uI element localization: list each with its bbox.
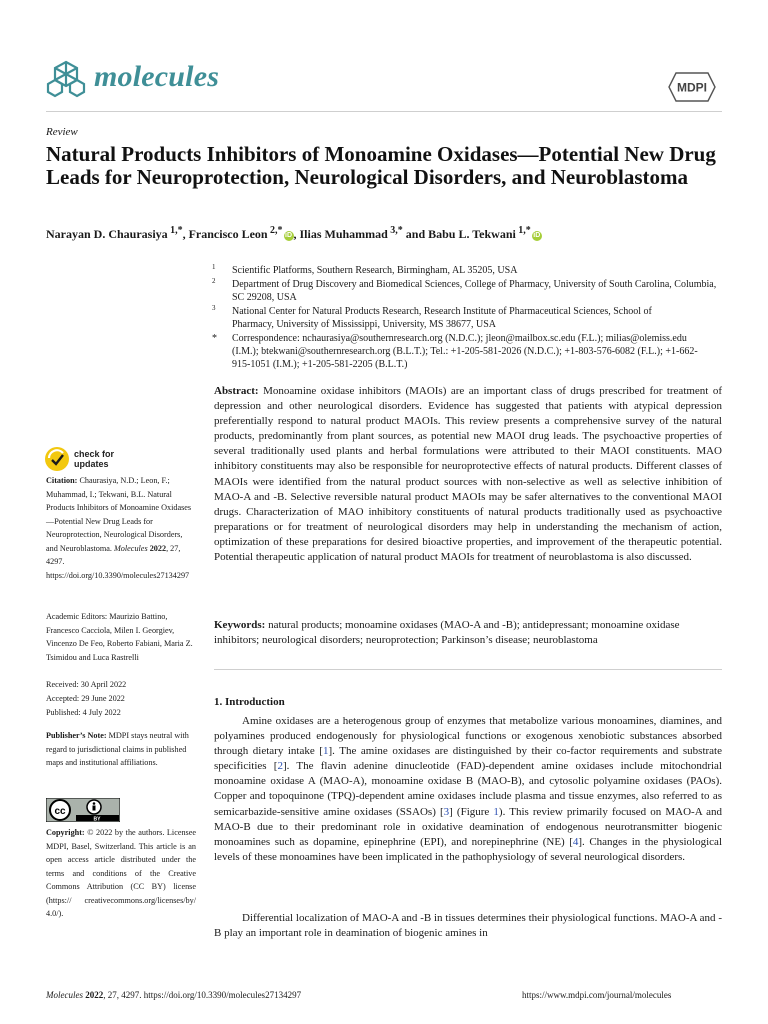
date-accepted: Accepted: 29 June 2022 bbox=[46, 694, 125, 703]
author-separator: , bbox=[182, 227, 189, 241]
affiliation-text: Department of Drug Discovery and Biomedical Sciences, College of Pharmacy, University of South Carolina, Columbia, SC 29208, USA bbox=[232, 279, 717, 303]
keywords bbox=[214, 618, 722, 648]
keywords-label: Keywords: bbox=[214, 619, 266, 631]
cc-by-label: BY bbox=[93, 816, 101, 822]
orcid-icon[interactable]: iD bbox=[285, 232, 292, 239]
section-heading: 1. Introduction bbox=[214, 696, 285, 708]
date-received: Received: 30 April 2022 bbox=[46, 680, 127, 689]
citation-text: Chaurasiya, N.D.; Leon, F.; Muhammad, I.; Tekwani, B.L. Natural Products Inhibitors of Monoamine Oxidases—Potential New Drug Leads for Neuroprotection, Neurological Disorders, and Neuroblastoma. bbox=[46, 476, 192, 553]
affiliation-text: Scientific Platforms, Southern Research, Birmingham, AL 35205, USA bbox=[232, 265, 518, 276]
check-for-updates-button[interactable] bbox=[44, 446, 134, 474]
mdpi-logo bbox=[668, 72, 716, 102]
author-affil-mark: 3,* bbox=[390, 225, 403, 236]
molecules-logo-icon bbox=[46, 58, 86, 98]
cc-by-license-badge[interactable] bbox=[46, 798, 120, 822]
footer-year: 2022 bbox=[85, 990, 104, 1000]
copyright-notice bbox=[46, 826, 196, 921]
editors-text: Maurizio Battino, Francesco Cacciola, Milen I. Georgiev, Vincenzo De Feo, Roberto Fabiani, Maria Z. Tsimidou and Luca Rastrelli bbox=[46, 612, 193, 662]
journal-name: molecules bbox=[94, 60, 220, 93]
author-affil-mark: 1,* bbox=[518, 225, 531, 236]
citation-link[interactable]: 1 bbox=[322, 745, 329, 758]
affiliation-mark: * bbox=[212, 333, 217, 344]
check-updates-icon bbox=[44, 446, 70, 472]
author-name: Ilias Muhammad bbox=[299, 227, 388, 241]
check-updates-line2: updates bbox=[74, 459, 109, 469]
intro-paragraph-1 bbox=[214, 714, 722, 865]
author-separator: , bbox=[293, 227, 300, 241]
citation-link[interactable]: 3 bbox=[443, 805, 450, 818]
citation-year: 2022 bbox=[149, 543, 167, 553]
paragraph-text: Amine oxidases are a heterogenous group of enzymes that metabolize various monoamines, diamines, and polyamines produced endogenously for physiological functions or exogenous xenobiotic substances absorbed through dietary intake [ bbox=[214, 715, 722, 758]
citation-doi[interactable]: , 27, 4297. https://doi.org/10.3390/molecules27134297 bbox=[46, 543, 190, 580]
abstract-label: Abstract: bbox=[214, 385, 259, 397]
figure-link[interactable]: 1 bbox=[493, 805, 499, 818]
author-name: Francisco Leon bbox=[188, 227, 268, 241]
article-type: Review bbox=[46, 126, 78, 138]
paragraph-text: ). This review primarily focused on MAO-A and MAO-B due to their predominant role in oxidative deamination of endogenous neurotransmitter biogenic monoamines such as dopamine, epinephrine (EPI), and norepinephrine (NE) [ bbox=[214, 805, 723, 848]
date-published: Published: 4 July 2022 bbox=[46, 708, 121, 717]
mdpi-logo-text: MDPI bbox=[677, 80, 707, 95]
svg-text:cc: cc bbox=[54, 806, 66, 817]
abstract bbox=[214, 384, 722, 565]
author-affil-mark: 1,* bbox=[170, 225, 183, 236]
paragraph-text: ]. The amine oxidases are distinguished by their co-factor requirements and substrate specificities [ bbox=[214, 745, 722, 773]
citation-link[interactable]: 4 bbox=[572, 835, 579, 848]
citation-journal: Molecules bbox=[113, 543, 148, 553]
citation-label: Citation: bbox=[46, 476, 78, 485]
intro-paragraph-2: Differential localization of MAO-A and -B in tissues determines their physiological functions. MAO-A and -B play an important role in deamination of biogenic amines in bbox=[214, 912, 722, 940]
author-affil-mark: 2,* bbox=[270, 225, 283, 236]
author-separator: and bbox=[402, 227, 429, 241]
affiliation-text: National Center for Natural Products Research, Research Institute of Pharmaceutical Sciences, School of Pharmacy, University of Mississippi, University, MS 38677, USA bbox=[232, 306, 652, 330]
author-name: Babu L. Tekwani bbox=[428, 227, 516, 241]
paragraph-text: ]. The flavin adenine dinucleotide (FAD)-dependent amine oxidases include mitochondrial monoamine oxidase A (MAO-A), monoamine oxidase B (MAO-B), and cytosolic polyamine oxidases (PAOs). Copper and topoquinone (TPQ)-dependent amine oxidases include plasma and tissue enzymes, also referred to as semicarbazide-sensitive amine oxidases (SSAOs) [ bbox=[214, 760, 722, 818]
affiliation-mark: 2 bbox=[212, 277, 216, 285]
footer-doi[interactable]: , 27, 4297. https://doi.org/10.3390/molecules27134297 bbox=[103, 990, 302, 1000]
citation-block bbox=[46, 474, 196, 582]
copyright-text: © 2022 by the authors. Licensee MDPI, Basel, Switzerland. This article is an open access article distributed under the terms and conditions of the Creative Commons Attribution (CC BY) license (https:// creativecommons.org/licenses/by/ 4.0/). bbox=[46, 828, 197, 918]
paragraph-text: ] (Figure bbox=[449, 805, 494, 818]
academic-editors bbox=[46, 610, 196, 664]
keywords-divider bbox=[214, 669, 722, 670]
orcid-icon[interactable]: iD bbox=[533, 232, 541, 239]
affiliation-mark: 3 bbox=[212, 304, 216, 312]
footer-journal-url[interactable]: https://www.mdpi.com/journal/molecules bbox=[522, 990, 672, 1000]
correspondence-text: Correspondence: nchaurasiya@southernresearch.org (N.D.C.); jleon@mailbox.sc.edu (F.L.); milias@olemiss.edu (I.M.); btekwani@southernresearch.org (B.L.T.); Tel.: +1-205-581-2026 (N.D.C.); +1-803-576-6082 (F.L.); +1-662-915-1051 (I.M.); +1-205-581-2205 (B.L.T.) bbox=[232, 333, 698, 370]
footer-journal: Molecules bbox=[46, 990, 83, 1000]
editors-label: Academic Editors: bbox=[46, 612, 108, 621]
copyright-label: Copyright: bbox=[46, 828, 85, 837]
keywords-text: natural products; monoamine oxidases (MAO-A and -B); antidepressant; monoamine oxidase inhibitors; neurological disorders; neuroprotection; Parkinson’s disease; neuroblastoma bbox=[214, 619, 680, 647]
author-list bbox=[46, 223, 736, 242]
header-divider bbox=[46, 111, 722, 112]
publisher-note-label: Publisher’s Note: bbox=[46, 731, 107, 740]
affiliation-mark: 1 bbox=[212, 263, 216, 271]
footer-citation bbox=[46, 990, 301, 1000]
check-updates-line1: check for bbox=[74, 449, 115, 459]
citation-link[interactable]: 2 bbox=[277, 760, 283, 773]
paragraph-text: ]. Changes in the physiological levels of these monoamines have been implicated in the pathophysiology of several neurological disorders. bbox=[214, 835, 722, 863]
publisher-note bbox=[46, 729, 196, 770]
author-name: Narayan D. Chaurasiya bbox=[46, 227, 168, 241]
publisher-note-text: MDPI stays neutral with regard to jurisdictional claims in published maps and institutional affiliations. bbox=[46, 731, 189, 767]
check-updates-label bbox=[74, 449, 114, 469]
abstract-text: Monoamine oxidase inhibitors (MAOIs) are an important class of drugs prescribed for treatment of depression and other neurological disorders. Evidence has suggested that patients with atypical depression preferentially respond to natural product MAOIs. This review presents a comprehensive survey of the natural products, predominantly from plant sources, as potential new MAOI drug leads. The psychoactive properties of several traditionally used plants and herbal formulations were attributed to their MAOI constituents. MAO inhibitory constituents may also be responsible for neuroprotective effects of natural products. Different classes of MAOIs were identified from the natural product sources with non-selective as well as selective inhibition of MAO-A and -B. Selective reversible natural product MAOIs may be safer alternatives to the conventional MAOI drugs. Characterization of MAO inhibitory constituents of natural products traditionally used as psychoactive preparations or for treatment of neurological disorders may help in understanding the mechanism of action, optimization of these preparations for desired bioactive properties, and improvement of the therapeutic potential. Potential therapeutic application of natural product MAOIs for treatment of neuroblastoma is also discussed. bbox=[214, 385, 723, 564]
article-title: Natural Products Inhibitors of Monoamine Oxidases—Potential New Drug Leads for Neuroprotection, Neurological Disorders, and Neuroblastoma bbox=[46, 142, 716, 189]
